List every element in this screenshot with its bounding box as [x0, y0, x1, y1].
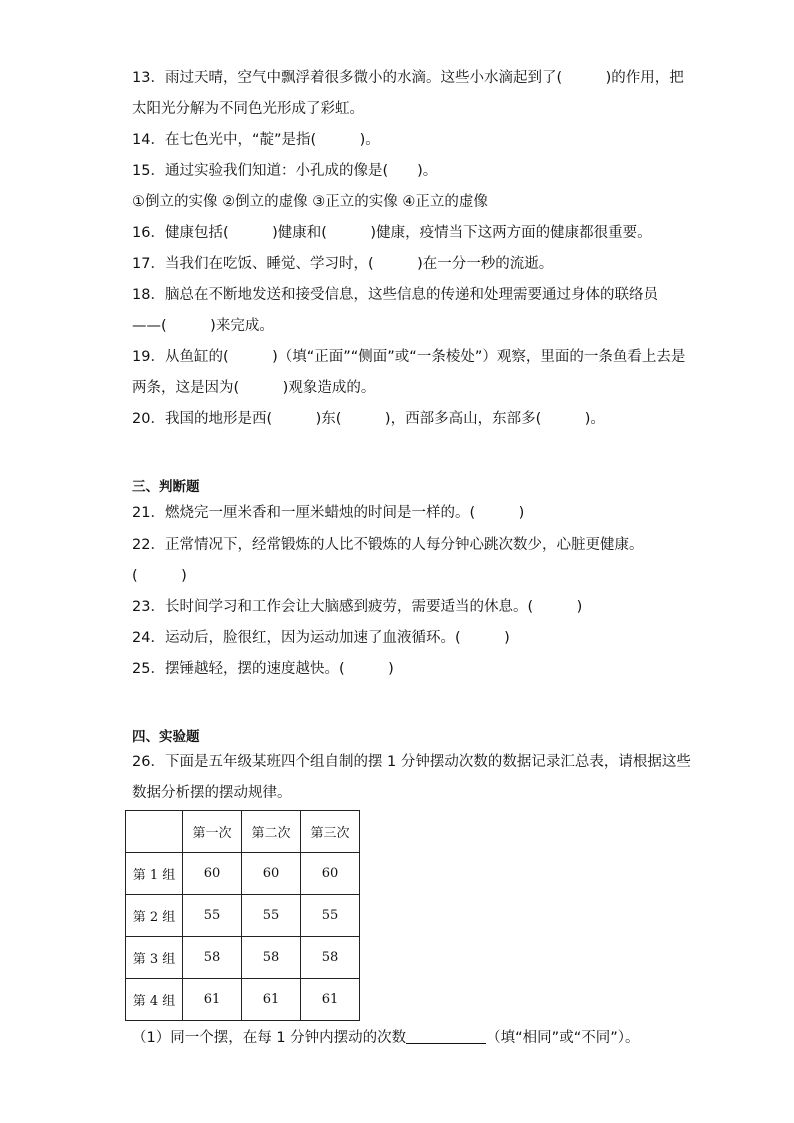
question-24: 24．运动后，脸很红，因为运动加速了血液循环。( )	[132, 630, 510, 646]
table-cell: 60	[242, 853, 301, 895]
table-row	[126, 853, 360, 895]
table-row	[126, 895, 360, 937]
table-header-cell: 第三次	[301, 811, 360, 853]
table-cell: 58	[242, 937, 301, 979]
sub-question-1-prefix: （1）同一个摆，在每 1 分钟内摆动的次数	[132, 1030, 407, 1046]
table-cell: 55	[242, 895, 301, 937]
question-20: 20．我国的地形是西( )东( )，西部多高山，东部多( )。	[132, 411, 605, 427]
question-14: 14．在七色光中，“靛”是指( )。	[132, 132, 380, 148]
question-25: 25．摆锤越轻，摆的速度越快。( )	[132, 661, 394, 677]
table-cell: 第 1 组	[126, 853, 183, 895]
question-26-sub-1	[132, 1028, 639, 1048]
question-17: 17．当我们在吃饭、睡觉、学习时，( )在一分一秒的流逝。	[132, 256, 554, 272]
table-cell: 55	[183, 895, 242, 937]
table-row	[126, 979, 360, 1021]
question-26-line-2: 数据分析摆的摆动规律。	[132, 785, 292, 801]
question-26-line-1: 26．下面是五年级某班四个组自制的摆 1 分钟摆动次数的数据记录汇总表，请根据这些	[132, 754, 691, 770]
section-3-title: 三、判断题	[132, 479, 200, 495]
table-cell: 61	[301, 979, 360, 1021]
question-18-line-1: 18．脑总在不断地发送和接受信息，这些信息的传递和处理需要通过身体的联络员	[132, 287, 658, 303]
pendulum-data-table	[125, 810, 360, 1021]
table-cell: 61	[242, 979, 301, 1021]
section-4-title: 四、实验题	[132, 729, 200, 745]
sub-question-1-suffix: （填“相同”或“不同”）。	[486, 1030, 640, 1046]
table-header-cell: 第二次	[242, 811, 301, 853]
table-cell: 第 4 组	[126, 979, 183, 1021]
table-cell: 58	[301, 937, 360, 979]
table-header-row	[126, 811, 360, 853]
table-cell: 55	[301, 895, 360, 937]
table-header-cell	[126, 811, 183, 853]
question-22-line-1: 22．正常情况下，经常锻炼的人比不锻炼的人每分钟心跳次数少，心脏更健康。	[132, 537, 644, 553]
question-19-line-1: 19．从鱼缸的( )（填“正面”“侧面”或“一条棱处”）观察，里面的一条鱼看上去是	[132, 349, 686, 365]
question-18-line-2: ——( )来完成。	[132, 318, 274, 334]
question-16: 16．健康包括( )健康和( )健康，疫情当下这两方面的健康都很重要。	[132, 225, 652, 241]
table-cell: 第 2 组	[126, 895, 183, 937]
table-cell: 第 3 组	[126, 937, 183, 979]
question-21: 21．燃烧完一厘米香和一厘米蜡烛的时间是一样的。( )	[132, 505, 525, 521]
table-row	[126, 937, 360, 979]
question-13-line-1: 13．雨过天晴，空气中飘浮着很多微小的水滴。这些小水滴起到了( )的作用，把	[132, 70, 684, 86]
table-cell: 58	[183, 937, 242, 979]
table-header-cell: 第一次	[183, 811, 242, 853]
question-23: 23．长时间学习和工作会让大脑感到疲劳，需要适当的休息。( )	[132, 599, 583, 615]
table-cell: 60	[301, 853, 360, 895]
table-cell: 61	[183, 979, 242, 1021]
question-19-line-2: 两条，这是因为( )观象造成的。	[132, 380, 376, 396]
question-15-options: ①倒立的实像 ②倒立的虚像 ③正立的实像 ④正立的虚像	[132, 194, 488, 210]
question-22-line-2: ( )	[132, 568, 187, 584]
table-cell: 60	[183, 853, 242, 895]
question-15: 15．通过实验我们知道：小孔成的像是( )。	[132, 163, 438, 179]
question-13-line-2: 太阳光分解为不同色光形成了彩虹。	[132, 101, 364, 117]
answer-blank[interactable]	[406, 1029, 486, 1044]
